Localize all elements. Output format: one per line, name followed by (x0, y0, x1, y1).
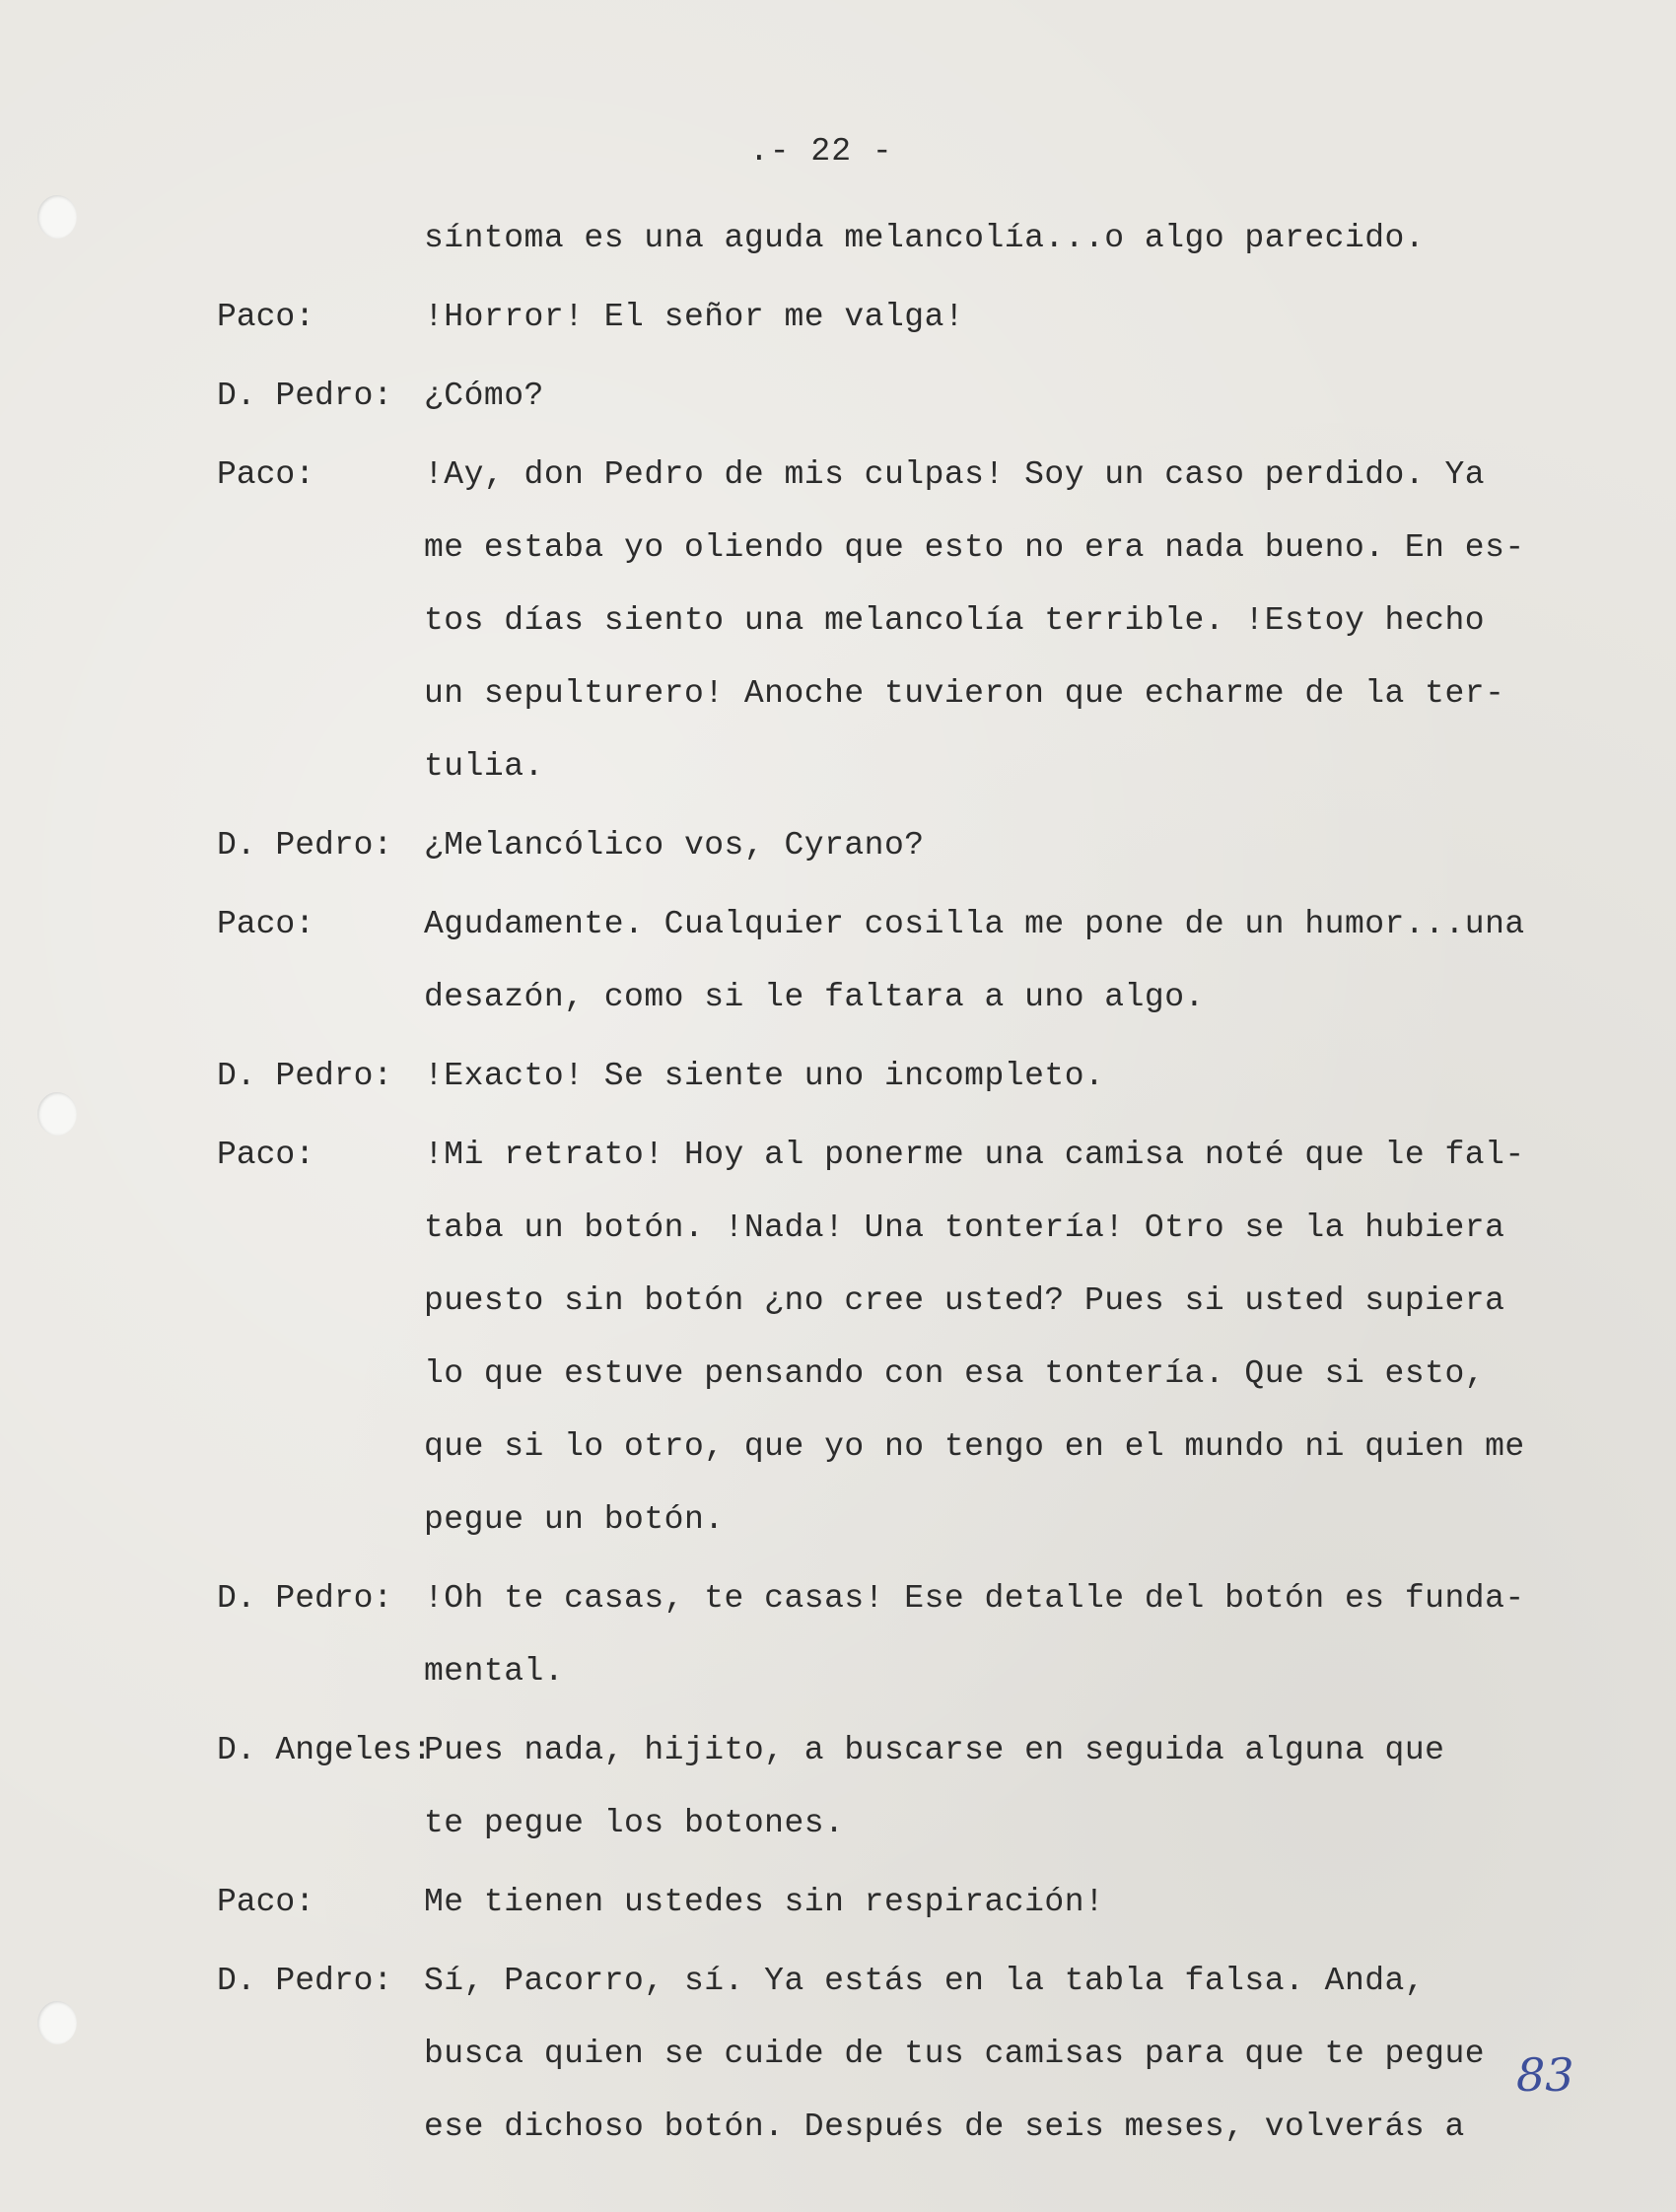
dialogue-text (424, 1945, 1587, 2164)
dialogue-text (424, 1119, 1587, 1556)
dialogue-line: síntoma es una aguda melancolía...o algo parecido. (424, 220, 1426, 256)
script-dialogue (0, 202, 1676, 2170)
speaker-name: Paco: (217, 906, 315, 942)
speaker-name: D. Pedro: (217, 827, 393, 864)
speaker-name: D. Pedro: (217, 1058, 393, 1094)
dialogue-line: !Exacto! Se siente uno incompleto. (424, 1058, 1105, 1094)
dialogue-text (424, 1040, 1587, 1113)
dialogue-text (424, 202, 1587, 275)
dialogue-entry (0, 360, 1676, 433)
dialogue-line: pegue un botón. (424, 1501, 725, 1538)
speaker-name: D. Angeles: (217, 1732, 432, 1768)
dialogue-entry (0, 1040, 1676, 1113)
dialogue-entry (0, 1945, 1676, 2164)
dialogue-line: Me tienen ustedes sin respiración! (424, 1884, 1105, 1920)
dialogue-entry (0, 1119, 1676, 1556)
dialogue-line: !Ay, don Pedro de mis culpas! Soy un caso perdido. Ya (424, 456, 1486, 493)
dialogue-line: mental. (424, 1653, 565, 1690)
speaker-name: D. Pedro: (217, 1580, 393, 1617)
dialogue-line: Pues nada, hijito, a buscarse en seguida alguna que (424, 1732, 1445, 1768)
dialogue-entry (0, 439, 1676, 803)
dialogue-line: te pegue los botones. (424, 1805, 845, 1841)
dialogue-line: tulia. (424, 748, 544, 785)
speaker-name: Paco: (217, 1884, 315, 1920)
dialogue-entry (0, 809, 1676, 882)
handwritten-page-number: 83 (1516, 2048, 1574, 2102)
dialogue-line: que si lo otro, que yo no tengo en el mundo ni quien me (424, 1428, 1525, 1465)
dialogue-entry (0, 1714, 1676, 1860)
dialogue-text (424, 888, 1587, 1034)
dialogue-entry (0, 1866, 1676, 1939)
dialogue-line: lo que estuve pensando con esa tontería. Que si esto, (424, 1355, 1486, 1392)
speaker-name: Paco: (217, 299, 315, 335)
dialogue-line: ese dichoso botón. Después de seis meses, volverás a (424, 2108, 1465, 2145)
dialogue-text (424, 1562, 1587, 1708)
dialogue-text (424, 1714, 1587, 1860)
dialogue-line: un sepulturero! Anoche tuvieron que echarme de la ter- (424, 675, 1505, 712)
speaker-name: Paco: (217, 456, 315, 493)
dialogue-line: desazón, como si le faltara a uno algo. (424, 979, 1205, 1015)
speaker-name: D. Pedro: (217, 378, 393, 414)
dialogue-line: puesto sin botón ¿no cree usted? Pues si usted supiera (424, 1282, 1505, 1319)
speaker-name: Paco: (217, 1137, 315, 1173)
dialogue-text (424, 809, 1587, 882)
dialogue-line: busca quien se cuide de tus camisas para que te pegue (424, 2036, 1486, 2072)
dialogue-line: ¿Melancólico vos, Cyrano? (424, 827, 925, 864)
dialogue-text (424, 360, 1587, 433)
dialogue-line: Sí, Pacorro, sí. Ya estás en la tabla falsa. Anda, (424, 1963, 1426, 1999)
dialogue-line: tos días siento una melancolía terrible. !Estoy hecho (424, 602, 1486, 639)
dialogue-text (424, 281, 1587, 354)
dialogue-text (424, 1866, 1587, 1939)
dialogue-line: !Horror! El señor me valga! (424, 299, 965, 335)
dialogue-entry (0, 888, 1676, 1034)
dialogue-line: !Mi retrato! Hoy al ponerme una camisa noté que le fal- (424, 1137, 1525, 1173)
dialogue-line: taba un botón. !Nada! Una tontería! Otro se la hubiera (424, 1210, 1505, 1246)
dialogue-text (424, 439, 1587, 803)
dialogue-entry (0, 202, 1676, 275)
dialogue-line: Agudamente. Cualquier cosilla me pone de un humor...una (424, 906, 1525, 942)
dialogue-line: !Oh te casas, te casas! Ese detalle del botón es funda- (424, 1580, 1525, 1617)
speaker-name: D. Pedro: (217, 1963, 393, 1999)
dialogue-entry (0, 281, 1676, 354)
dialogue-line: ¿Cómo? (424, 378, 544, 414)
page-number: .- 22 - (749, 133, 893, 170)
dialogue-entry (0, 1562, 1676, 1708)
dialogue-line: me estaba yo oliendo que esto no era nada bueno. En es- (424, 529, 1525, 566)
